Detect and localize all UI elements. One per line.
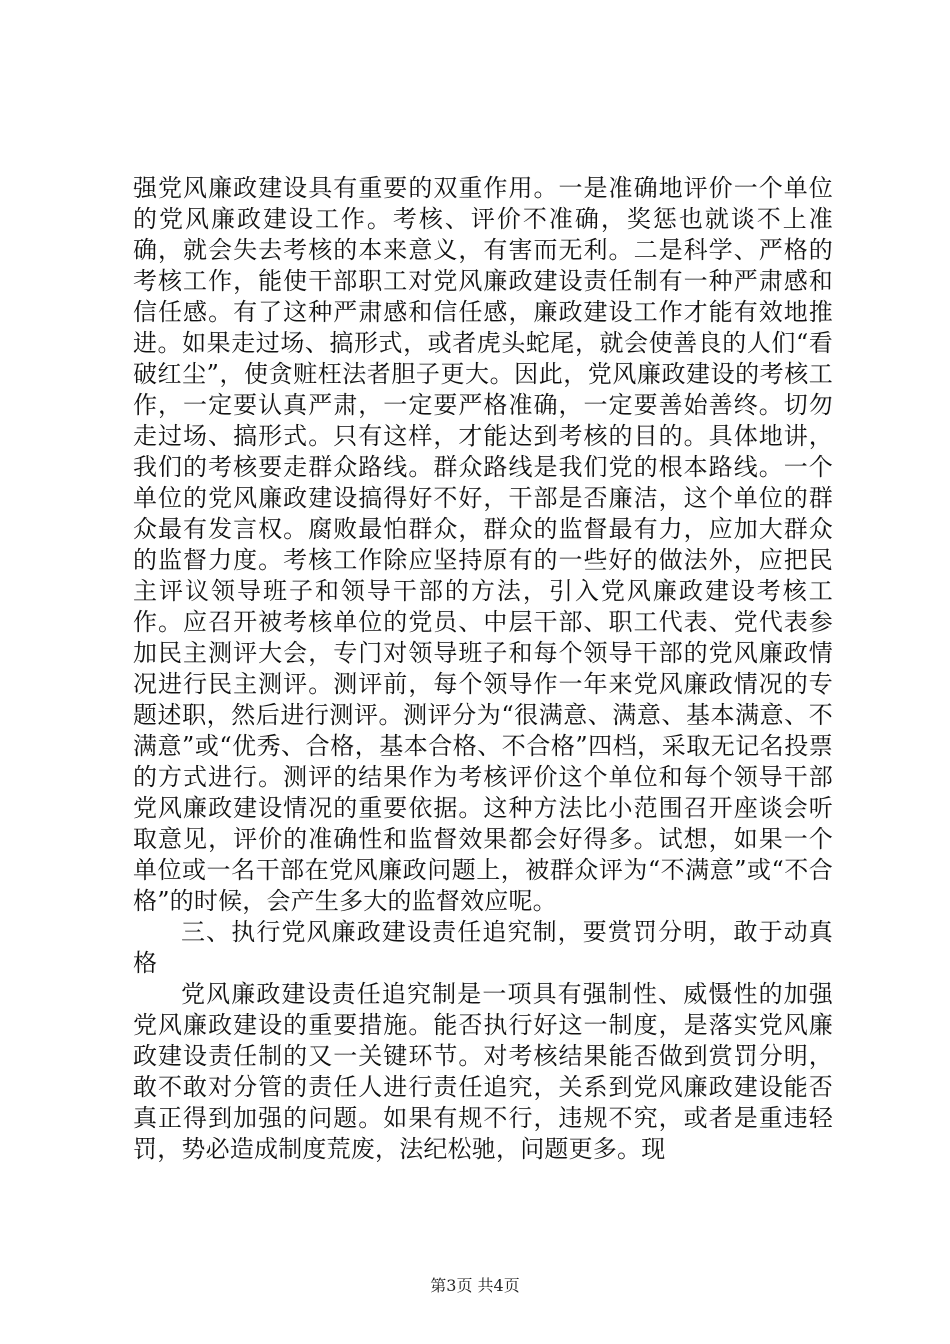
section-heading-three: 三、执行党风廉政建设责任追究制，要赏罚分明，敢于动真格 [133,918,833,977]
document-body [133,173,833,1165]
paragraph-accountability: 党风廉政建设责任追究制是一项具有强制性、威慑性的加强党风廉政建设的重要措施。能否执行好这一制度，是落实党风廉政建设责任制的又一关键环节。对考核结果能否做到赏罚分明，敢不敢对分管的责任人进行责任追究，关系到党风廉政建设能否真正得到加强的问题。如果有规不行，违规不究，或者是重违轻罚，势必造成制度荒废，法纪松驰，问题更多。现 [133,980,833,1163]
paragraph-continuation: 强党风廉政建设具有重要的双重作用。一是准确地评价一个单位的党风廉政建设工作。考核、评价不准确，奖惩也就谈不上准确，就会失去考核的本来意义，有害而无利。二是科学、严格的考核工作，能使干部职工对党风廉政建设责任制有一种严肃感和信任感。有了这种严肃感和信任感，廉政建设工作才能有效地推进。如果走过场、搞形式，或者虎头蛇尾，就会使善良的人们“看破红尘”，使贪赃枉法者胆子更大。因此，党风廉政建设的考核工作，一定要认真严肃，一定要严格准确，一定要善始善终。切勿走过场、搞形式。只有这样，才能达到考核的目的。具体地讲，我们的考核要走群众路线。群众路线是我们党的根本路线。一个单位的党风廉政建设搞得好不好，干部是否廉洁，这个单位的群众最有发言权。腐败最怕群众，群众的监督最有力，应加大群众的监督力度。考核工作除应坚持原有的一些好的做法外，应把民主评议领导班子和领导干部的方法，引入党风廉政建设考核工作。应召开被考核单位的党员、中层干部、职工代表、党代表参加民主测评大会，专门对领导班子和每个领导干部的党风廉政情况进行民主测评。测评前，每个领导作一年来党风廉政情况的专题述职，然后进行测评。测评分为“很满意、满意、基本满意、不满意”或“优秀、合格，基本合格、不合格”四档，采取无记名投票的方式进行。测评的结果作为考核评价这个单位和每个领导干部党风廉政建设情况的重要依据。这种方法比小范围召开座谈会听取意见，评价的准确性和监督效果都会好得多。试想，如果一个单位或一名干部在党风廉政问题上，被群众评为“不满意”或“不合格”的时候，会产生多大的监督效应呢。 [133,174,833,915]
page-footer: 第3页 共4页 [430,1276,520,1295]
